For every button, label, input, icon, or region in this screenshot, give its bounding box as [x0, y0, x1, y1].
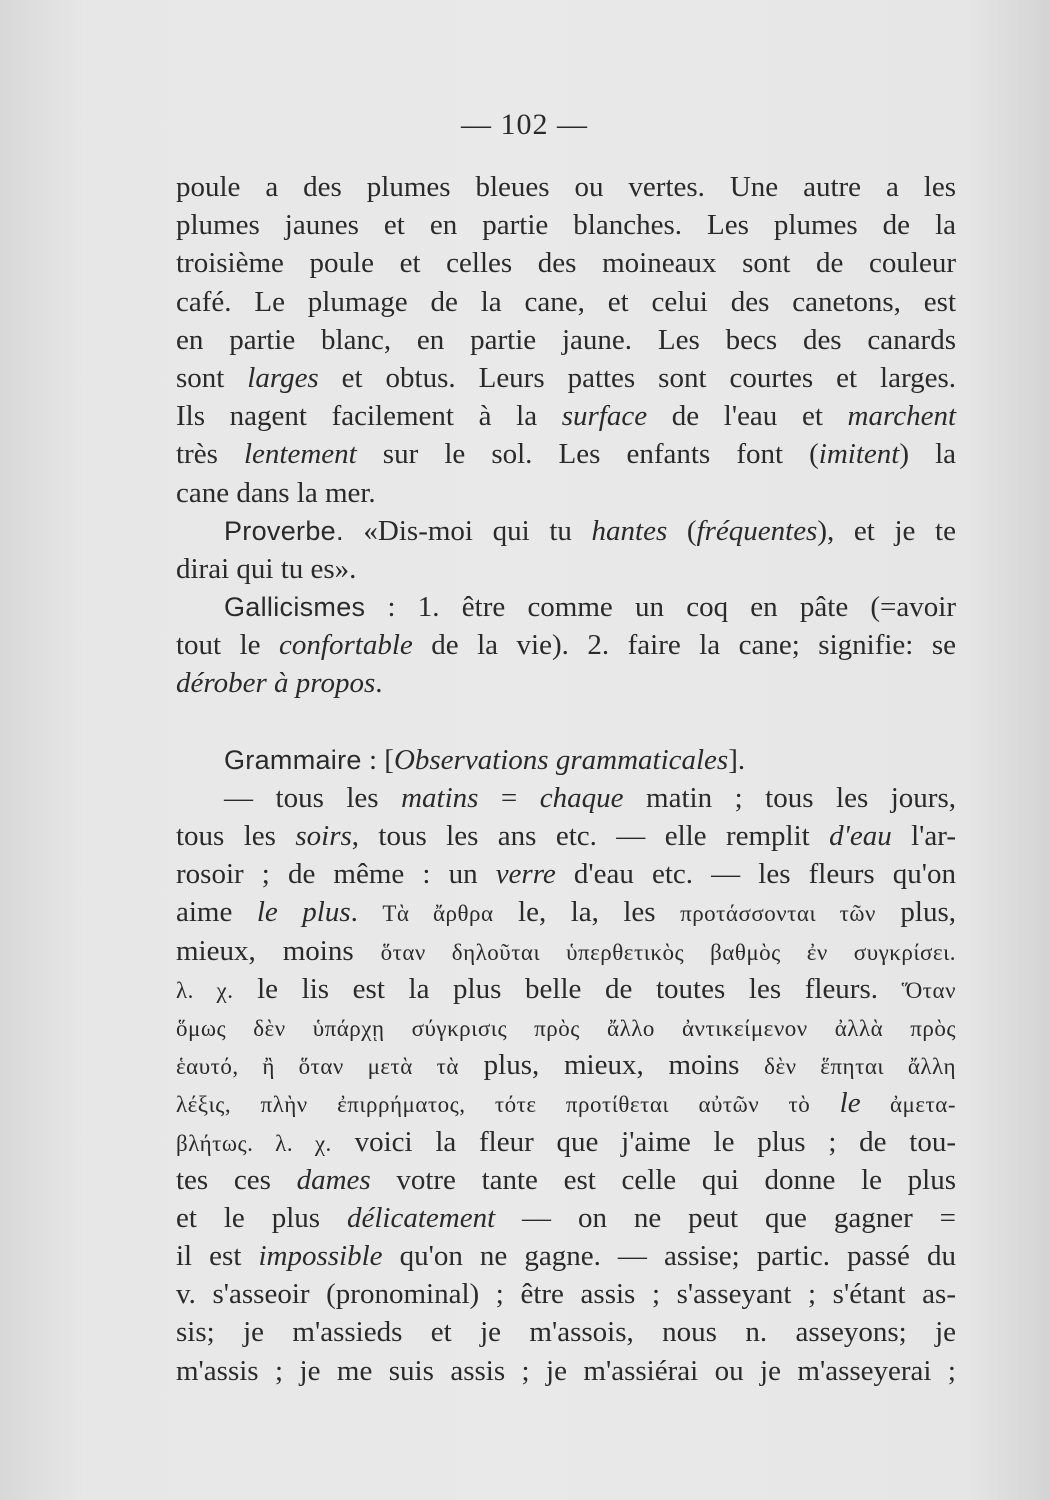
text-line: mieux, moins ὅταν δηλοῦται ὑπερθετικὸς βαθμὸς ἐν συγκρίσει. [176, 934, 957, 967]
text-line: m'assis ; je me suis assis ; je m'assiérai ou je m'asseyerai ; [176, 1354, 956, 1387]
text-line: tes ces dames votre tante est celle qui donne le plus [176, 1163, 956, 1196]
text-line: v. s'asseoir (pronominal) ; être assis ; s'asseyant ; s'étant as- [176, 1278, 956, 1311]
page-number: — 102 — [461, 108, 588, 141]
text-line: et le plus délicatement — on ne peut que gagner = [176, 1201, 956, 1234]
text-line: λέξις, πλὴν ἐπιρρήματος, τότε προτίθεται αὐτῶν τὸ le ἀμετα- [176, 1087, 956, 1120]
text-line: λ. χ. le lis est la plus belle de toutes les fleurs. Ὅταν [176, 972, 956, 1005]
spacer [176, 703, 956, 741]
text-line: troisième poule et celles des moineaux sont de couleur [176, 247, 956, 280]
page-text [176, 168, 956, 1390]
text-line: tous les soirs, tous les ans etc. — elle remplit d'eau l'ar- [176, 820, 956, 852]
text-line: sont larges et obtus. Leurs pattes sont courtes et larges. [176, 361, 956, 394]
text-line: dérober à propos. [176, 667, 383, 700]
text-line: plumes jaunes et en partie blanches. Les plumes de la [176, 209, 956, 242]
grammaire-heading: Grammaire [224, 744, 362, 775]
proverbe-heading: Proverbe. [224, 515, 344, 546]
text-line: très lentement sur le sol. Les enfants font (imitent) la [176, 438, 957, 471]
proverbe-line: Proverbe. «Dis-moi qui tu hantes (fréquentes), et je te [224, 514, 956, 547]
text-line: poule a des plumes bleues ou vertes. Une autre a les [176, 171, 956, 203]
gallicismes-line: Gallicismes : 1. être comme un coq en pâte (=avoir [224, 591, 956, 624]
text-line: tout le confortable de la vie). 2. faire la cane; signifie: se [176, 629, 957, 662]
text-line: sis; je m'assieds et je m'assois, nous n. asseyons; je [176, 1316, 956, 1349]
text-line: en partie blanc, en partie jaune. Les becs des canards [176, 323, 956, 356]
text-line: — tous les matins = chaque matin ; tous les jours, [224, 781, 956, 814]
text-line: Ils nagent facilement à la surface de l'eau et marchent [176, 400, 956, 433]
grammaire-line: Grammaire : [Observations grammaticales]. [224, 743, 746, 776]
text-line: café. Le plumage de la cane, et celui des canetons, est [176, 285, 956, 318]
text-line: βλήτως. λ. χ. voici la fleur que j'aime le plus ; de tou- [176, 1125, 957, 1158]
text-line: ὅμως δὲν ὑπάρχῃ σύγκρισις πρὸς ἄλλο ἀντικείμενον ἀλλὰ πρὸς [176, 1015, 956, 1041]
text-line: aime le plus. Τὰ ἄρθρα le, la, les προτάσσονται τῶν plus, [176, 896, 957, 929]
text-line: cane dans la mer. [176, 476, 376, 509]
text-line: ἑαυτό, ἢ ὅταν μετὰ τὰ plus, mieux, moins δὲν ἕπηται ἄλλη [176, 1049, 956, 1082]
text-line: rosoir ; de même : un verre d'eau etc. — les fleurs qu'on [176, 858, 956, 891]
text-line: il est impossible qu'on ne gagne. — assise; partic. passé du [176, 1240, 956, 1273]
gallicismes-heading: Gallicismes [224, 592, 366, 623]
text-line: dirai qui tu es». [176, 552, 357, 585]
